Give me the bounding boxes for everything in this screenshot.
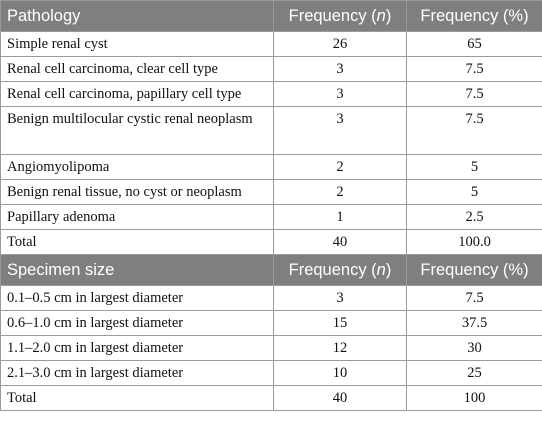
row-percent: 7.5 (407, 107, 542, 155)
table-row (1, 180, 542, 205)
row-label: Total (1, 230, 274, 255)
row-count: 3 (274, 286, 407, 311)
row-count: 3 (274, 107, 407, 155)
row-percent: 5 (407, 155, 542, 180)
row-percent: 65 (407, 32, 542, 57)
row-count: 3 (274, 57, 407, 82)
row-count: 12 (274, 336, 407, 361)
row-percent: 100.0 (407, 230, 542, 255)
row-count: 40 (274, 230, 407, 255)
header-frequency-pct: Frequency (%) (407, 255, 542, 286)
table-row (1, 155, 542, 180)
row-percent: 2.5 (407, 205, 542, 230)
table-row (1, 286, 542, 311)
row-percent: 7.5 (407, 82, 542, 107)
row-count: 15 (274, 311, 407, 336)
header-italic-n: n (376, 6, 386, 25)
table-row (1, 361, 542, 386)
row-label: Simple renal cyst (1, 32, 274, 57)
table-row (1, 82, 542, 107)
header-text: Frequency ( (288, 6, 377, 25)
row-label: 0.6–1.0 cm in largest diameter (1, 311, 274, 336)
header-frequency-n (274, 255, 407, 286)
row-percent: 7.5 (407, 286, 542, 311)
row-label: Benign multilocular cystic renal neoplasm (1, 107, 274, 155)
row-count: 40 (274, 386, 407, 411)
row-label: Renal cell carcinoma, clear cell type (1, 57, 274, 82)
row-count: 2 (274, 155, 407, 180)
header-pathology: Pathology (1, 1, 274, 32)
row-percent: 100 (407, 386, 542, 411)
row-label: Papillary adenoma (1, 205, 274, 230)
row-percent: 30 (407, 336, 542, 361)
row-label: Renal cell carcinoma, papillary cell type (1, 82, 274, 107)
row-count: 26 (274, 32, 407, 57)
header-specimen-size: Specimen size (1, 255, 274, 286)
row-count: 1 (274, 205, 407, 230)
table-row (1, 336, 542, 361)
header-row-pathology (1, 1, 542, 32)
table-row (1, 57, 542, 82)
row-label: Benign renal tissue, no cyst or neoplasm (1, 180, 274, 205)
table-row (1, 311, 542, 336)
row-count: 10 (274, 361, 407, 386)
total-row (1, 230, 542, 255)
row-percent: 25 (407, 361, 542, 386)
header-frequency-pct: Frequency (%) (407, 1, 542, 32)
row-percent: 5 (407, 180, 542, 205)
row-count: 2 (274, 180, 407, 205)
row-label: 0.1–0.5 cm in largest diameter (1, 286, 274, 311)
row-label: 1.1–2.0 cm in largest diameter (1, 336, 274, 361)
header-text: ) (385, 260, 392, 279)
table-row (1, 32, 542, 57)
total-row (1, 386, 542, 411)
header-text: Frequency ( (288, 260, 377, 279)
row-label: Angiomyolipoma (1, 155, 274, 180)
row-count: 3 (274, 82, 407, 107)
row-label: 2.1–3.0 cm in largest diameter (1, 361, 274, 386)
header-text: ) (385, 6, 392, 25)
table-row (1, 205, 542, 230)
row-percent: 7.5 (407, 57, 542, 82)
row-percent: 37.5 (407, 311, 542, 336)
table-row (1, 107, 542, 155)
row-label: Total (1, 386, 274, 411)
header-row-specimen-size (1, 255, 542, 286)
header-italic-n: n (376, 260, 386, 279)
header-frequency-n (274, 1, 407, 32)
